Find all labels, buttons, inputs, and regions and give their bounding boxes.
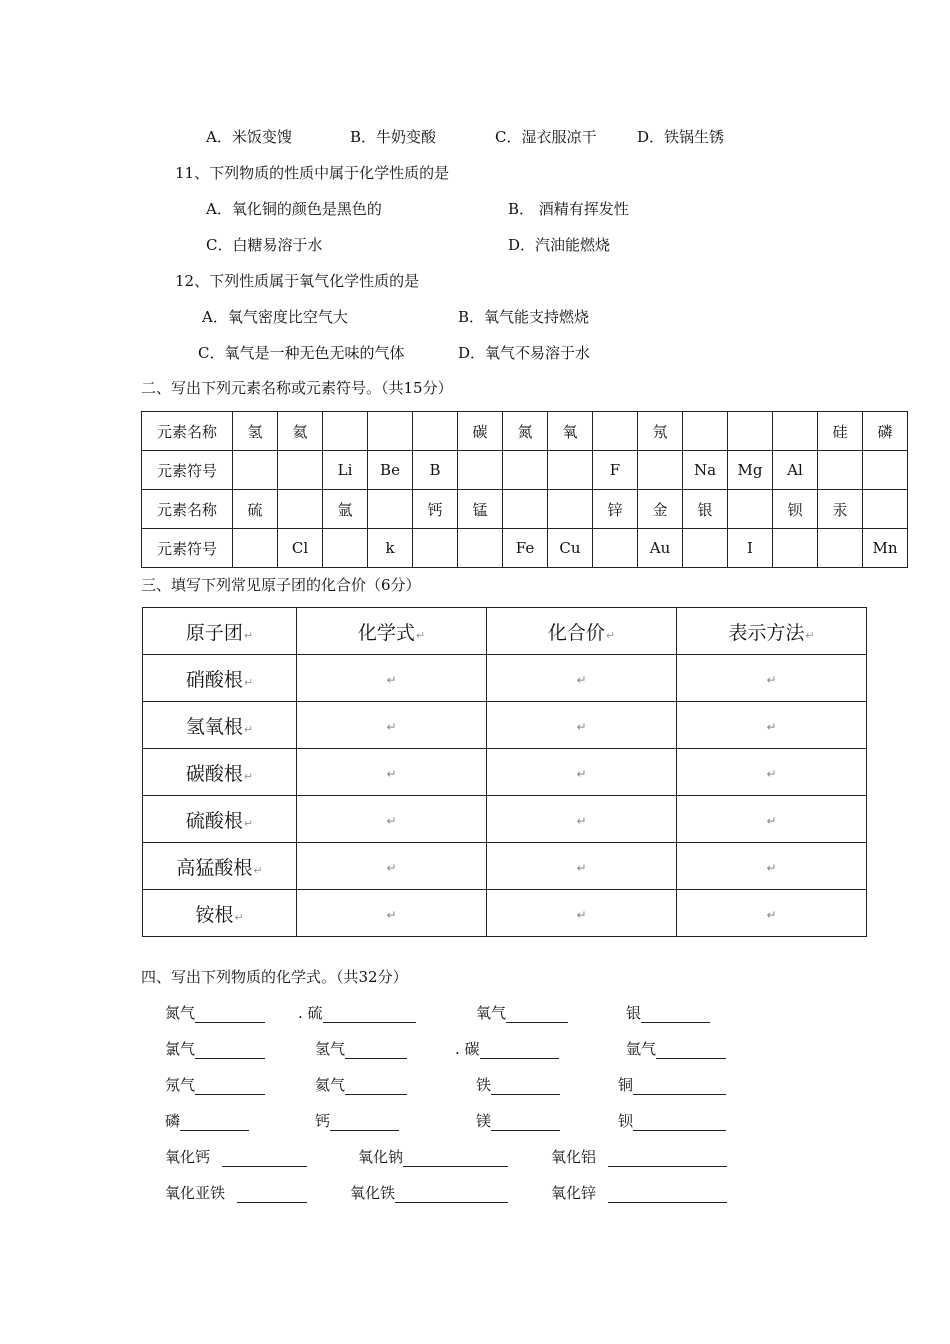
element-cell: 氧 <box>548 412 593 451</box>
q11-stem: 11、下列物质的性质中属于化学性质的是 <box>175 164 450 182</box>
element-blank-cell[interactable] <box>278 490 323 529</box>
formula-item <box>618 1111 726 1131</box>
formula-item-label: 镁 <box>476 1112 492 1130</box>
element-cell: k <box>368 529 413 568</box>
element-blank-cell[interactable] <box>818 451 863 490</box>
element-cell: 金 <box>638 490 683 529</box>
radical-name-cell <box>143 890 297 937</box>
formula-item <box>315 1111 399 1131</box>
answer-blank[interactable] <box>195 1042 265 1059</box>
element-cell: 锰 <box>458 490 503 529</box>
formula-item <box>455 1039 559 1059</box>
element-blank-cell[interactable] <box>413 529 458 568</box>
formula-item <box>358 1147 508 1167</box>
paragraph-mark: ↵ <box>386 908 397 922</box>
radical-name: 碳酸根 <box>185 762 243 785</box>
radical-answer-cell[interactable] <box>677 843 867 890</box>
paragraph-mark: ↵ <box>243 816 254 830</box>
radical-header-label: 表示方法 <box>728 621 805 644</box>
answer-blank[interactable] <box>180 1114 249 1131</box>
formula-item <box>476 1075 560 1095</box>
element-blank-cell[interactable] <box>323 529 368 568</box>
paragraph-mark: ↵ <box>766 720 777 734</box>
paragraph-mark: ↵ <box>386 861 397 875</box>
radical-table <box>142 607 867 937</box>
element-cell: B <box>413 451 458 490</box>
element-blank-cell[interactable] <box>773 529 818 568</box>
formula-item <box>165 1039 265 1059</box>
element-cell: Na <box>683 451 728 490</box>
paragraph-mark: ↵ <box>243 628 254 642</box>
answer-blank[interactable] <box>641 1006 710 1023</box>
radical-answer-cell[interactable] <box>677 702 867 749</box>
answer-blank[interactable] <box>608 1186 727 1203</box>
paragraph-mark: ↵ <box>415 628 426 642</box>
element-blank-cell[interactable] <box>638 451 683 490</box>
element-cell: F <box>593 451 638 490</box>
element-blank-cell[interactable] <box>593 412 638 451</box>
formula-item-label: 钡 <box>618 1112 634 1130</box>
paragraph-mark: ↵ <box>243 769 254 783</box>
answer-blank[interactable] <box>330 1114 399 1131</box>
radical-row <box>143 796 867 843</box>
paragraph-mark: ↵ <box>766 814 777 828</box>
answer-blank[interactable] <box>222 1150 307 1167</box>
formula-item <box>165 1111 249 1131</box>
formula-item-label: 磷 <box>165 1112 181 1130</box>
radical-answer-cell[interactable] <box>487 655 677 702</box>
answer-blank[interactable] <box>345 1042 407 1059</box>
paragraph-mark: ↵ <box>576 720 587 734</box>
q12-option-d: D．氧气不易溶于水 <box>458 344 591 362</box>
radical-name-cell <box>143 796 297 843</box>
element-table-row <box>142 529 908 568</box>
formula-item <box>315 1039 407 1059</box>
formula-item-label: 氧化铁 <box>350 1184 396 1202</box>
element-table-row <box>142 451 908 490</box>
radical-header-cell <box>487 608 677 655</box>
formula-item-label: 氯气 <box>165 1040 196 1058</box>
element-table-row <box>142 412 908 451</box>
radical-header-row <box>143 608 867 655</box>
paragraph-mark: ↵ <box>805 628 815 642</box>
formula-item <box>476 1003 568 1023</box>
radical-answer-cell[interactable] <box>297 843 487 890</box>
element-cell: Cl <box>278 529 323 568</box>
element-row-label: 元素符号 <box>142 529 233 568</box>
radical-answer-cell[interactable] <box>297 702 487 749</box>
element-blank-cell[interactable] <box>863 451 908 490</box>
radical-header-cell <box>297 608 487 655</box>
answer-blank[interactable] <box>608 1150 727 1167</box>
element-blank-cell[interactable] <box>323 412 368 451</box>
radical-header-cell <box>677 608 867 655</box>
element-cell: 钡 <box>773 490 818 529</box>
element-blank-cell[interactable] <box>458 529 503 568</box>
paragraph-mark: ↵ <box>766 767 777 781</box>
radical-answer-cell[interactable] <box>677 749 867 796</box>
radical-row <box>143 749 867 796</box>
radical-answer-cell[interactable] <box>487 843 677 890</box>
element-blank-cell[interactable] <box>233 451 278 490</box>
formula-item-label: 氩气 <box>626 1040 657 1058</box>
paragraph-mark: ↵ <box>576 908 587 922</box>
element-cell: 碳 <box>458 412 503 451</box>
radical-name: 铵根 <box>195 903 234 926</box>
radical-row <box>143 655 867 702</box>
radical-answer-cell[interactable] <box>677 890 867 937</box>
section4-title: 四、写出下列物质的化学式。（共32分） <box>141 968 408 986</box>
answer-blank[interactable] <box>195 1078 265 1095</box>
q12-option-c: C．氧气是一种无色无味的气体 <box>198 344 405 362</box>
formula-item <box>551 1147 727 1167</box>
radical-answer-cell[interactable] <box>297 749 487 796</box>
paragraph-mark: ↵ <box>243 722 254 736</box>
element-cell: 氦 <box>278 412 323 451</box>
formula-item <box>298 1003 416 1023</box>
q10-option-c: C．湿衣服凉干 <box>495 128 597 146</box>
paragraph-mark: ↵ <box>576 814 587 828</box>
formula-item-label: 氧化钙 <box>165 1148 211 1166</box>
formula-item-label: 氢气 <box>315 1040 346 1058</box>
element-cell: 锌 <box>593 490 638 529</box>
radical-name-cell <box>143 843 297 890</box>
element-cell: Cu <box>548 529 593 568</box>
paragraph-mark: ↵ <box>576 673 587 687</box>
element-cell: Be <box>368 451 413 490</box>
formula-item <box>476 1111 560 1131</box>
formula-item-label: 氖气 <box>165 1076 196 1094</box>
q10-option-b: B．牛奶变酸 <box>350 128 437 146</box>
radical-answer-cell[interactable] <box>297 796 487 843</box>
formula-item <box>315 1075 407 1095</box>
paragraph-mark: ↵ <box>386 673 397 687</box>
element-blank-cell[interactable] <box>728 412 773 451</box>
q12-option-b: B．氧气能支持燃烧 <box>458 308 590 326</box>
element-blank-cell[interactable] <box>818 529 863 568</box>
paragraph-mark: ↵ <box>576 767 587 781</box>
answer-blank[interactable] <box>633 1078 726 1095</box>
radical-name-cell <box>143 655 297 702</box>
answer-blank[interactable] <box>237 1186 307 1203</box>
formula-item-label: 氮气 <box>165 1004 196 1022</box>
element-cell: 汞 <box>818 490 863 529</box>
radical-header-cell <box>143 608 297 655</box>
formula-item <box>350 1183 508 1203</box>
element-cell: 钙 <box>413 490 458 529</box>
element-blank-cell[interactable] <box>548 490 593 529</box>
formula-item <box>165 1183 307 1203</box>
element-cell: Mn <box>863 529 908 568</box>
element-cell: I <box>728 529 773 568</box>
element-cell: 硫 <box>233 490 278 529</box>
formula-item-label: 铜 <box>618 1076 634 1094</box>
radical-answer-cell[interactable] <box>487 749 677 796</box>
radical-name: 硝酸根 <box>185 668 243 691</box>
section3-title: 三、填写下列常见原子团的化合价（6分） <box>141 576 421 594</box>
answer-blank[interactable] <box>633 1114 726 1131</box>
element-cell: 氢 <box>233 412 278 451</box>
element-cell: Fe <box>503 529 548 568</box>
answer-blank[interactable] <box>195 1006 265 1023</box>
paragraph-mark: ↵ <box>234 910 244 924</box>
radical-header-label: 原子团 <box>185 621 243 644</box>
formula-item <box>618 1075 726 1095</box>
formula-item <box>551 1183 727 1203</box>
element-blank-cell[interactable] <box>368 490 413 529</box>
element-row-label: 元素符号 <box>142 451 233 490</box>
answer-blank[interactable] <box>480 1042 559 1059</box>
answer-blank[interactable] <box>506 1006 568 1023</box>
element-row-label: 元素名称 <box>142 412 233 451</box>
formula-item-label: 氧气 <box>476 1004 507 1022</box>
paragraph-mark: ↵ <box>766 673 777 687</box>
answer-blank[interactable] <box>656 1042 726 1059</box>
answer-blank[interactable] <box>491 1114 560 1131</box>
q12-stem: 12、下列性质属于氧气化学性质的是 <box>175 272 420 290</box>
element-blank-cell[interactable] <box>683 529 728 568</box>
radical-answer-cell[interactable] <box>677 655 867 702</box>
answer-blank[interactable] <box>403 1150 508 1167</box>
element-cell: Mg <box>728 451 773 490</box>
q11-option-d: D．汽油能燃烧 <box>508 236 611 254</box>
radical-answer-cell[interactable] <box>487 890 677 937</box>
element-blank-cell[interactable] <box>458 451 503 490</box>
element-cell: Al <box>773 451 818 490</box>
formula-item-label: 银 <box>626 1004 642 1022</box>
radical-header-label: 化合价 <box>547 621 605 644</box>
element-blank-cell[interactable] <box>683 412 728 451</box>
element-blank-cell[interactable] <box>728 490 773 529</box>
paragraph-mark: ↵ <box>243 675 254 689</box>
element-blank-cell[interactable] <box>278 451 323 490</box>
paragraph-mark: ↵ <box>386 767 397 781</box>
q11-option-b: B． 酒精有挥发性 <box>508 200 629 218</box>
element-cell: 硅 <box>818 412 863 451</box>
element-blank-cell[interactable] <box>593 529 638 568</box>
paragraph-mark: ↵ <box>386 814 397 828</box>
radical-answer-cell[interactable] <box>297 655 487 702</box>
formula-item <box>165 1075 265 1095</box>
formula-item-label: 铁 <box>476 1076 492 1094</box>
q11-option-c: C．白糖易溶于水 <box>206 236 323 254</box>
element-cell: Au <box>638 529 683 568</box>
element-cell: 氖 <box>638 412 683 451</box>
q10-option-d: D．铁锅生锈 <box>637 128 725 146</box>
element-blank-cell[interactable] <box>503 490 548 529</box>
element-blank-cell[interactable] <box>503 451 548 490</box>
answer-blank[interactable] <box>323 1006 416 1023</box>
element-cell: 银 <box>683 490 728 529</box>
paragraph-mark: ↵ <box>253 863 263 877</box>
radical-name-cell <box>143 702 297 749</box>
element-cell: Li <box>323 451 368 490</box>
radical-answer-cell[interactable] <box>487 702 677 749</box>
formula-item <box>165 1003 265 1023</box>
formula-item-label: 钙 <box>315 1112 331 1130</box>
answer-blank[interactable] <box>395 1186 508 1203</box>
radical-header-label: 化学式 <box>357 621 415 644</box>
formula-item-label: . 硫 <box>298 1004 323 1022</box>
section2-title: 二、写出下列元素名称或元素符号。（共15分） <box>141 379 453 397</box>
formula-item-label: . 碳 <box>455 1040 480 1058</box>
formula-item <box>626 1039 726 1059</box>
radical-answer-cell[interactable] <box>677 796 867 843</box>
paragraph-mark: ↵ <box>766 908 777 922</box>
formula-item-label: 氧化铝 <box>551 1148 597 1166</box>
radical-name: 高猛酸根 <box>176 856 253 879</box>
element-table-row <box>142 490 908 529</box>
element-cell: 氩 <box>323 490 368 529</box>
element-blank-cell[interactable] <box>233 529 278 568</box>
formula-item-label: 氧化钠 <box>358 1148 404 1166</box>
element-table <box>141 411 908 568</box>
element-blank-cell[interactable] <box>413 412 458 451</box>
radical-row <box>143 890 867 937</box>
paragraph-mark: ↵ <box>605 628 616 642</box>
radical-row <box>143 702 867 749</box>
formula-item <box>626 1003 710 1023</box>
radical-row <box>143 843 867 890</box>
element-row-label: 元素名称 <box>142 490 233 529</box>
answer-blank[interactable] <box>345 1078 407 1095</box>
radical-answer-cell[interactable] <box>297 890 487 937</box>
paragraph-mark: ↵ <box>386 720 397 734</box>
paragraph-mark: ↵ <box>576 861 587 875</box>
formula-item <box>165 1147 307 1167</box>
formula-item-label: 氦气 <box>315 1076 346 1094</box>
element-blank-cell[interactable] <box>368 412 413 451</box>
element-blank-cell[interactable] <box>548 451 593 490</box>
element-blank-cell[interactable] <box>863 490 908 529</box>
answer-blank[interactable] <box>491 1078 560 1095</box>
q11-option-a: A．氧化铜的颜色是黑色的 <box>206 200 382 218</box>
element-cell: 氮 <box>503 412 548 451</box>
radical-name: 氢氧根 <box>185 715 243 738</box>
paragraph-mark: ↵ <box>766 861 777 875</box>
formula-item-label: 氧化亚铁 <box>165 1184 226 1202</box>
element-cell: 磷 <box>863 412 908 451</box>
formula-item-label: 氧化锌 <box>551 1184 597 1202</box>
q12-option-a: A．氧气密度比空气大 <box>202 308 348 326</box>
q10-option-a: A．米饭变馊 <box>206 128 292 146</box>
radical-name-cell <box>143 749 297 796</box>
element-blank-cell[interactable] <box>773 412 818 451</box>
radical-answer-cell[interactable] <box>487 796 677 843</box>
radical-name: 硫酸根 <box>185 809 243 832</box>
